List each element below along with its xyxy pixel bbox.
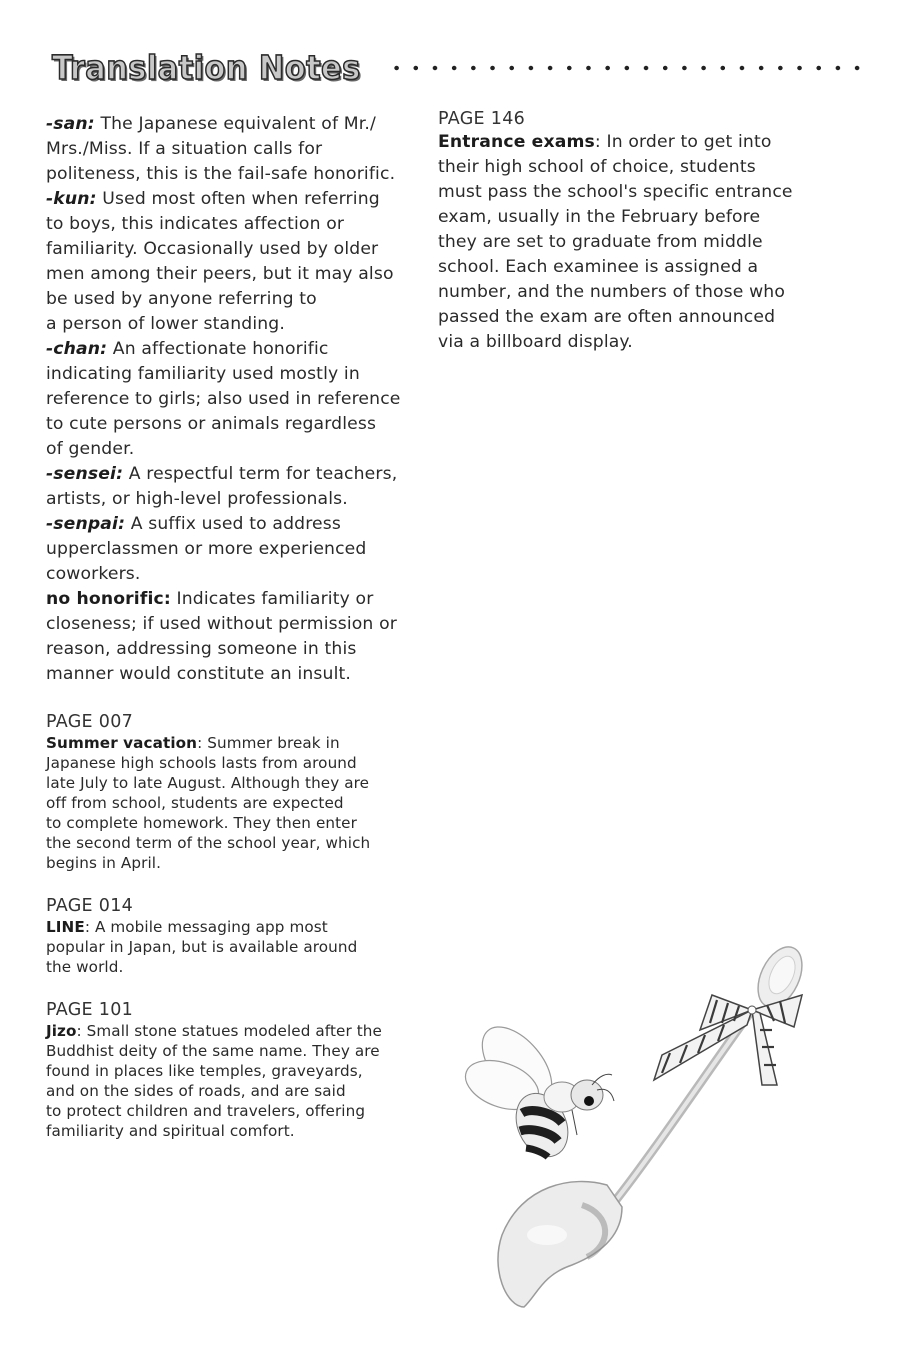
note-entry: LINE: A mobile messaging app most — [46, 918, 328, 936]
honorific-line: familiarity. Occasionally used by older — [46, 239, 379, 259]
honorific-line: reference to girls; also used in reference — [46, 389, 401, 409]
page-reference: PAGE 014 — [46, 896, 134, 916]
honorific-entry: -senpai: A suffix used to address — [46, 514, 341, 534]
honorific-line: coworkers. — [46, 564, 141, 584]
illustration-svg — [462, 935, 832, 1315]
note-section — [46, 895, 421, 977]
page-title: Translation Notes — [52, 47, 361, 87]
note-line: begins in April. — [46, 854, 162, 872]
bee-icon — [462, 1014, 614, 1165]
note-section — [46, 999, 421, 1141]
honorific-entry: -kun: Used most often when referring — [46, 189, 380, 209]
honorifics-list — [46, 112, 421, 687]
page-reference: PAGE 101 — [46, 1000, 134, 1020]
honorific-line: manner would constitute an insult. — [46, 664, 351, 684]
note-line: the second term of the school year, which — [46, 834, 371, 852]
spacer — [46, 977, 421, 999]
note-line: their high school of choice, students — [438, 157, 756, 177]
note-line: to complete homework. They then enter — [46, 814, 357, 832]
honorific-line: be used by anyone referring to — [46, 289, 317, 309]
honorific-line: reason, addressing someone in this — [46, 639, 357, 659]
note-line: passed the exam are often announced — [438, 307, 776, 327]
note-line: exam, usually in the February before — [438, 207, 761, 227]
honorific-term: -san: — [46, 114, 95, 134]
note-section — [46, 711, 421, 873]
honorific-term: -sensei: — [46, 464, 124, 484]
note-line: familiarity and spiritual comfort. — [46, 1122, 295, 1140]
note-term: Entrance exams — [438, 132, 595, 152]
spacer — [46, 687, 421, 711]
honorific-entry: -chan: An affectionate honorific — [46, 339, 329, 359]
page-reference: PAGE 007 — [46, 712, 134, 732]
page-reference: PAGE 146 — [438, 109, 526, 129]
honorific-line: a person of lower standing. — [46, 314, 285, 334]
header — [52, 42, 832, 92]
honorific-line: upperclassmen or more experienced — [46, 539, 367, 559]
note-entry: Entrance exams: In order to get into — [438, 132, 772, 152]
note-line: late July to late August. Although they are — [46, 774, 370, 792]
note-line: they are set to graduate from middle — [438, 232, 763, 252]
note-term: LINE — [46, 918, 85, 936]
note-line: the world. — [46, 958, 124, 976]
note-entry: Jizo: Small stone statues modeled after the — [46, 1022, 382, 1040]
note-line: Japanese high schools lasts from around — [46, 754, 357, 772]
note-line: school. Each examinee is assigned a — [438, 257, 759, 277]
note-line: Buddhist deity of the same name. They are — [46, 1042, 380, 1060]
honorific-entry: no honorific: Indicates familiarity or — [46, 589, 374, 609]
honorific-line: of gender. — [46, 439, 135, 459]
note-line: popular in Japan, but is available around — [46, 938, 358, 956]
honorific-line: to boys, this indicates affection or — [46, 214, 345, 234]
note-line: off from school, students are expected — [46, 794, 344, 812]
dotted-leader-divider — [387, 64, 867, 72]
bee-honey-spoon-illustration — [462, 935, 832, 1315]
honorific-line: artists, or high-level professionals. — [46, 489, 348, 509]
left-column — [46, 112, 421, 1141]
note-term: Summer vacation — [46, 734, 198, 752]
note-term: Jizo — [46, 1022, 77, 1040]
honorific-entry: -sensei: A respectful term for teachers, — [46, 464, 398, 484]
note-line: must pass the school's specific entrance — [438, 182, 793, 202]
honorific-line: politeness, this is the fail-safe honorific. — [46, 164, 396, 184]
honorific-line: Mrs./Miss. If a situation calls for — [46, 139, 323, 159]
honorific-line: indicating familiarity used mostly in — [46, 364, 360, 384]
honorific-line: to cute persons or animals regardless — [46, 414, 377, 434]
note-line: found in places like temples, graveyards, — [46, 1062, 363, 1080]
honorific-entry: -san: The Japanese equivalent of Mr./ — [46, 114, 376, 134]
spacer — [46, 873, 421, 895]
honorific-line: closeness; if used without permission or — [46, 614, 397, 634]
honorific-term: no honorific: — [46, 589, 171, 609]
note-line: via a billboard display. — [438, 332, 633, 352]
honorific-term: -kun: — [46, 189, 97, 209]
note-line: number, and the numbers of those who — [438, 282, 786, 302]
note-line: and on the sides of roads, and are said — [46, 1082, 346, 1100]
note-entry: Summer vacation: Summer break in — [46, 734, 340, 752]
honorific-term: -senpai: — [46, 514, 126, 534]
note-line: to protect children and travelers, offering — [46, 1102, 366, 1120]
honorific-line: men among their peers, but it may also — [46, 264, 394, 284]
right-column — [438, 108, 823, 355]
honorific-term: -chan: — [46, 339, 108, 359]
